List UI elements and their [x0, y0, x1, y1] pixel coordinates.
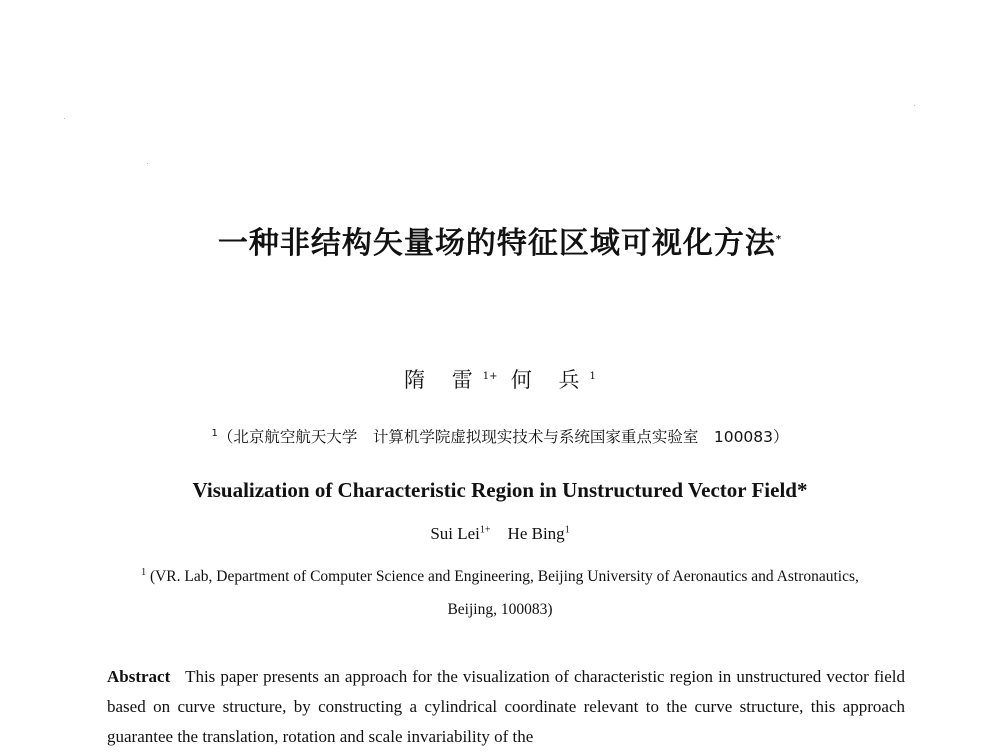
author-name: 隋 雷 — [404, 368, 483, 392]
author-name: Sui Lei — [430, 524, 480, 543]
affiliation-sup: 1 — [211, 427, 218, 439]
chinese-title — [0, 218, 1000, 262]
abstract — [107, 662, 905, 752]
author-name: 何 兵 — [510, 368, 590, 392]
english-affiliation-line2: Beijing, 100083) — [447, 601, 553, 618]
author-sup: 1 — [564, 524, 570, 536]
title-footnote-mark: * — [775, 234, 783, 245]
affiliation-sup: 1 — [141, 567, 147, 578]
author-name: He Bing — [507, 524, 565, 543]
scan-speck — [914, 105, 915, 106]
english-title: Visualization of Characteristic Region in Unstructured Vector Field* — [192, 478, 808, 502]
chinese-affiliation — [0, 425, 1000, 447]
english-authors — [0, 524, 1000, 544]
chinese-title-text: 一种非结构矢量场的特征区域可视化方法 — [217, 226, 776, 261]
scan-speck — [147, 163, 148, 164]
affiliation-text: （北京航空航天大学 计算机学院虚拟现实技术与系统国家重点实验室 100083） — [217, 428, 789, 446]
scan-speck — [64, 118, 65, 119]
chinese-authors — [0, 364, 1000, 394]
author-sup: 1+ — [482, 371, 498, 382]
abstract-text: This paper presents an approach for the visualization of characteristic region in unstructured vector field based on curve structure, by constructing a cylindrical coordinate relevant to the curve structure, this approach guarantee the translation, rotation and scale invariability of the — [107, 667, 905, 746]
abstract-label: Abstract — [107, 667, 171, 686]
author-sup: 1 — [589, 371, 596, 382]
affiliation-text: (VR. Lab, Department of Computer Science and Engineering, Beijing University of Aeronautics and Astronautics, — [149, 568, 859, 586]
author-sup: 1+ — [479, 524, 491, 536]
english-affiliation-line1 — [0, 567, 1000, 586]
